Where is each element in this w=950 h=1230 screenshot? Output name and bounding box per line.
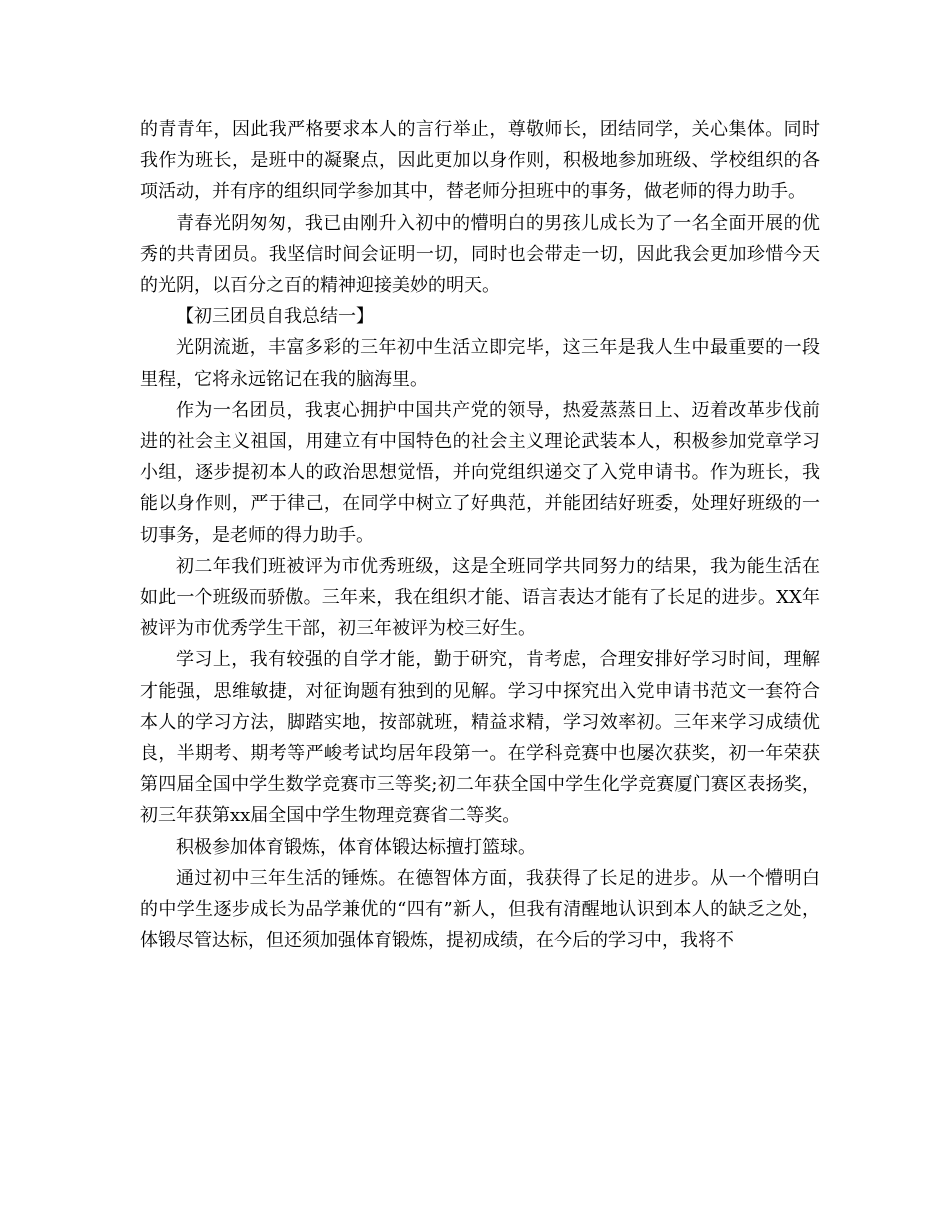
paragraph-2: 青春光阴匆匆，我已由刚升入初中的懵明白的男孩儿成长为了一名全面开展的优秀的共青团员。我坚信时间会证明一切，同时也会带走一切，因此我会更加珍惜今天的光阴，以百分之百的精神迎接美妙的明天。 [140,212,820,297]
paragraph-4: 作为一名团员，我衷心拥护中国共产党的领导，热爱蒸蒸日上、迈着改革步伐前进的社会主义祖国，用建立有中国特色的社会主义理论武装本人，积极参加党章学习小组，逐步提初本人的政治思想觉悟，并向党组织递交了入党申请书。作为班长，我能以身作则，严于律己，在同学中树立了好典范，并能团结好班委，处理好班级的一切事务，是老师的得力助手。 [140,399,820,546]
paragraph-3: 光阴流逝，丰富多彩的三年初中生活立即完毕，这三年是我人生中最重要的一段里程，它将永远铭记在我的脑海里。 [140,337,820,390]
section-heading: 【初三团员自我总结一】 [176,306,374,328]
paragraph-1: 的青青年，因此我严格要求本人的言行举止，尊敬师长，团结同学，关心集体。同时我作为班长，是班中的凝聚点，因此更加以身作则，积极地参加班级、学校组织的各项活动，并有序的组织同学参加其中，替老师分担班中的事务，做老师的得力助手。 [140,119,820,203]
paragraph-6: 学习上，我有较强的自学才能，勤于研究，肯考虑，合理安排好学习时间，理解才能强，思维敏捷，对征询题有独到的见解。学习中探究出入党申请书范文一套符合本人的学习方法，脚踏实地，按部就班，精益求精，学习效率初。三年来学习成绩优良，半期考、期考等严峻考试均居年段第一。在学科竞赛中也屡次获奖，初一年荣获第四届全国中学生数学竞赛市三等奖;初二年获全国中学生化学竞赛厦门赛区表扬奖，初三年获第xx届全国中学生物理竞赛省二等奖。 [140,649,820,827]
document-body [140,114,820,956]
paragraph-5: 初二年我们班被评为市优秀班级，这是全班同学共同努力的结果，我为能生活在如此一个班级而骄傲。三年来，我在组织才能、语言表达才能有了长足的进步。XX年被评为市优秀学生干部，初三年被评为校三好生。 [140,555,820,640]
paragraph-8: 通过初中三年生活的锤炼。在德智体方面，我获得了长足的进步。从一个懵明白的中学生逐步成长为品学兼优的“四有”新人，但我有清醒地认识到本人的缺乏之处，体锻尽管达标，但还须加强体育锻炼，提初成绩，在今后的学习中，我将不 [140,867,820,952]
paragraph-7: 积极参加体育锻炼，体育体锻达标擅打篮球。 [176,836,536,858]
